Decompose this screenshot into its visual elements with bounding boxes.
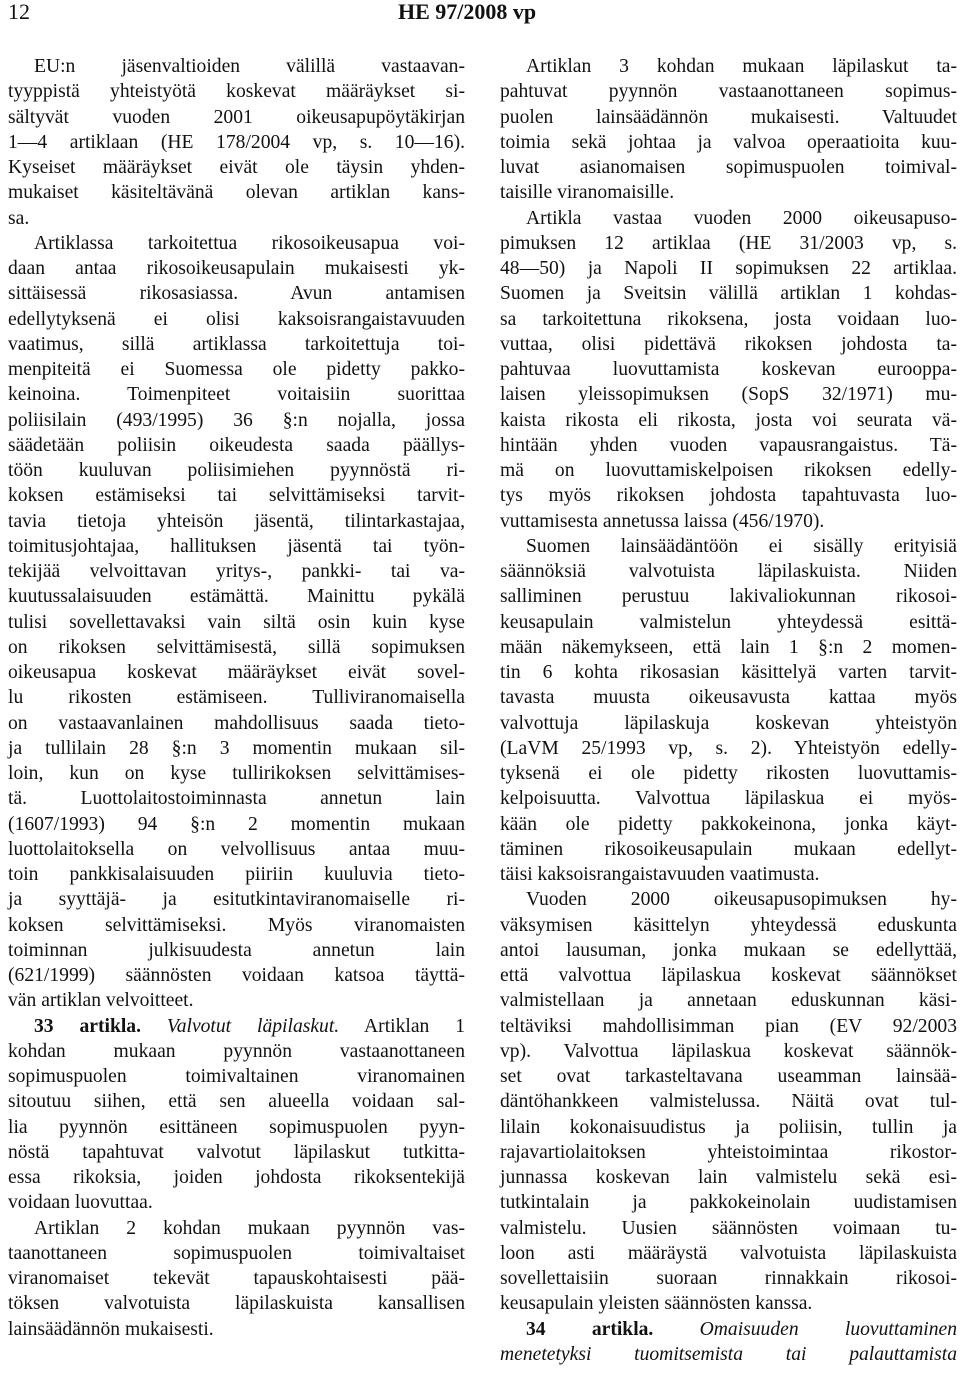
text-line: tä. Luottolaitostoiminnasta annetun lain xyxy=(8,788,465,810)
text-line: sältyvät vuoden 2001 oikeusapupöytäkirjan xyxy=(8,106,465,128)
text-line: lu rikosten estämiseen. Tulliviranomaisella xyxy=(8,687,465,709)
text-line: Kyseiset määräykset eivät ole täysin yhden- xyxy=(8,157,465,178)
text-line: sa. xyxy=(8,207,30,229)
article-number: 34 artikla. xyxy=(526,1318,654,1340)
text-line: puolen lainsäädännön mukaisesti. Valtuudet xyxy=(500,106,957,128)
text-line: mään näkemykseen, että lain 1 §:n 2 momen- xyxy=(500,636,957,658)
text-line: teltäviksi mahdollisimman pian (EV 92/2003 xyxy=(500,1015,957,1037)
text-line: koksen selvittämiseksi. Myös viranomaisten xyxy=(8,914,465,936)
text-line: kelpoisuutta. Valvottua läpilaskua ei myös- xyxy=(500,788,957,810)
text-line: menpiteitä ei Suomessa ole pidetty pakko- xyxy=(8,359,465,380)
text-line: hintään yhden vuoden vapausrangaistus. Tä- xyxy=(500,434,957,456)
text-line: voidaan luovuttaa. xyxy=(8,1192,153,1214)
text-line: että valvottua läpilaskua koskevat säännökset xyxy=(500,965,957,986)
text-line: sittäisessä rikosasiassa. Avun antamisen xyxy=(8,283,465,305)
text-line: pimuksen 12 artiklaa (HE 31/2003 vp, s. xyxy=(500,232,957,254)
text-line: lainsäädännön mukaisesti. xyxy=(8,1318,214,1340)
text-line xyxy=(8,1014,465,1039)
article-title: Omaisuuden luovuttaminen xyxy=(699,1318,957,1340)
text-line: tyyppistä yhteistyötä koskevat määräykset si- xyxy=(8,81,465,103)
text-line: taisille viranomaisille. xyxy=(500,182,675,204)
text-line: vuttaa, olisi pidettävä rikoksen johdosta ta- xyxy=(500,333,957,355)
left-text-column xyxy=(8,54,465,1342)
text-line: koksen estämiseksi tai selvittämiseksi tarvit- xyxy=(8,485,465,507)
text-line: loin, kun on kyse tullirikoksen selvittämises- xyxy=(8,763,465,784)
text-line: sa tarkoitettuna rikoksena, josta voidaan luo- xyxy=(500,308,957,330)
text-line: (LaVM 25/1993 vp, s. 2). Yhteistyön edelly- xyxy=(500,737,957,759)
text-line: Vuoden 2000 oikeusapusopimuksen hy- xyxy=(526,889,957,911)
text-line: tin 6 kohta rikosasian käsittelyä varten tarvit- xyxy=(500,662,957,683)
article-title: Valvotut läpilaskut. xyxy=(166,1015,340,1037)
text-line: laisen yleissopimuksen (SopS 32/1971) mu- xyxy=(500,384,957,406)
text-line: set ovat tarkasteltavana useamman lainsää- xyxy=(500,1066,957,1087)
text-line: pahtuvaa luovuttamista koskevan eurooppa- xyxy=(500,359,957,380)
text-line: antoi lausuman, jonka mukaan se edellyttää, xyxy=(500,939,957,961)
text-line: vän artiklan velvoitteet. xyxy=(8,990,194,1012)
text-line: Artiklassa tarkoitettua rikosoikeusapua voi- xyxy=(34,232,465,254)
text-line: poliisilain (493/1995) 36 §:n nojalla, jossa xyxy=(8,409,465,431)
text-line: toin pankkisalaisuuden piiriin kuuluvia tieto- xyxy=(8,864,465,885)
text-run xyxy=(141,1016,167,1037)
text-line: töksen valvotuista läpilaskuista kansallisen xyxy=(8,1293,465,1315)
text-line: luottolaitoksella on velvollisuus antaa muu- xyxy=(8,838,465,860)
text-line: mukaiset käsiteltävänä olevan artiklan kans- xyxy=(8,182,465,204)
text-line: tys myös rikoksen johdosta tapahtuvasta luo- xyxy=(500,485,957,507)
text-line: Suomen ja Sveitsin välillä artiklan 1 kohdas- xyxy=(500,283,957,305)
text-line: ja syyttäjä- ja esitutkintaviranomaiselle ri- xyxy=(8,889,465,911)
text-line: sitoutuu siihen, että sen alueella voidaan sal- xyxy=(8,1091,465,1113)
page-header xyxy=(0,0,960,30)
text-line: tavia tietoja yhteisön jäsentä, tilintarkastajaa, xyxy=(8,510,465,532)
text-line xyxy=(500,1317,957,1342)
text-line: luvat asianomaisen sopimuspuolen toimival- xyxy=(500,157,957,178)
text-line: on vastaavanlainen mahdollisuus saada tieto- xyxy=(8,712,465,734)
text-line: kuutussalaisuuden estämättä. Mainittu pykälä xyxy=(8,586,465,608)
text-line: 1—4 artiklaan (HE 178/2004 vp, s. 10—16). xyxy=(8,131,465,153)
text-line: (621/1999) säännösten voidaan katsoa täyttä- xyxy=(8,965,465,986)
text-line: tutkintalain ja pakkokeinolain uudistamisen xyxy=(500,1192,957,1214)
text-line: Suomen lainsäädäntöön ei sisälly erityisiä xyxy=(526,535,957,557)
text-line: daan antaa rikosoikeusapulain mukaisesti yk- xyxy=(8,258,465,279)
text-line: salliminen perustuu lakivaliokunnan rikosoi- xyxy=(500,586,957,608)
text-line: taanottaneen sopimuspuolen toimivaltaiset xyxy=(8,1242,465,1264)
text-line: kään ole pidetty pakkokeinona, jonka käyt- xyxy=(500,813,957,835)
text-line: lilain kokonaisuudistus ja poliisin, tullin ja xyxy=(500,1116,957,1138)
text-line: rajavartiolaitoksen yhteistoimintaa rikostor- xyxy=(500,1141,957,1163)
text-line: mä on luovuttamiskelpoisen rikoksen edelly- xyxy=(500,460,957,481)
text-line: tavasta muusta oikeusavusta kattaa myös xyxy=(500,687,957,709)
text-line: Artikla vastaa vuoden 2000 oikeusapuso- xyxy=(526,207,957,229)
text-line: ja tullilain 28 §:n 3 momentin mukaan sil- xyxy=(8,737,465,759)
text-line: tulisi sovellettavaksi vain siltä osin kuin kyse xyxy=(8,611,465,633)
text-line: loon asti määräystä valvotuista läpilaskuista xyxy=(500,1242,957,1264)
text-line: täminen rikosoikeusapulain mukaan edellyt- xyxy=(500,838,957,860)
text-line: edellytyksenä ei olisi kaksoisrangaistavuuden xyxy=(8,308,465,330)
text-line: Artiklan 3 kohdan mukaan läpilaskut ta- xyxy=(526,56,957,77)
text-line: viranomaiset tekevät tapauskohtaisesti pää- xyxy=(8,1268,465,1289)
text-line: tyksenä ei ole pidetty rikosten luovuttamis- xyxy=(500,763,957,784)
article-title: menetetyksi tuomitsemista tai palauttamista xyxy=(500,1343,957,1365)
text-line: (1607/1993) 94 §:n 2 momentin mukaan xyxy=(8,813,465,835)
text-line: däntöhankkeen valmistelussa. Näitä ovat tul- xyxy=(500,1091,957,1113)
text-line: oikeusapua koskevat määräykset eivät sovel- xyxy=(8,662,465,683)
text-line: valvottuja läpilaskuja koskevan yhteistyön xyxy=(500,712,957,734)
text-line: keinoina. Toimenpiteet voitaisiin suorittaa xyxy=(8,384,465,406)
text-line: säännöksiä valvotuista läpilaskuista. Niiden xyxy=(500,561,957,582)
text-line: vuttamisesta annetussa laissa (456/1970). xyxy=(500,510,825,532)
text-line: töön kuuluvan poliisimiehen pyynnöstä ri- xyxy=(8,460,465,481)
text-line: toimitusjohtajaa, hallituksen jäsentä tai työn- xyxy=(8,535,465,557)
text-line: lia pyynnön esittäneen sopimuspuolen pyyn- xyxy=(8,1116,465,1138)
text-line: täisi kaksoisrangaistavuuden vaatimusta. xyxy=(500,864,820,885)
text-line: keusapulain yleisten säännösten kanssa. xyxy=(500,1293,813,1315)
text-line: sopimuspuolen toimivaltainen viranomainen xyxy=(8,1066,465,1087)
text-line: vp). Valvottua läpilaskua koskevat säännök- xyxy=(500,1040,957,1062)
text-line: vaatimus, sillä artiklassa tarkoitettuja toi- xyxy=(8,333,465,355)
text-line: 48—50) ja Napoli II sopimuksen 22 artiklaa. xyxy=(500,258,957,279)
text-line xyxy=(500,1342,957,1367)
text-line: on rikoksen selvittämisestä, sillä sopimuksen xyxy=(8,636,465,658)
text-line: säädetään poliisin oikeudesta saada päällys- xyxy=(8,434,465,456)
document-id: HE 97/2008 vp xyxy=(398,0,537,24)
text-line: junnassa koskevan lain valmistelu sekä esi- xyxy=(500,1167,957,1188)
text-line: toimia sekä johtaa ja valvoa operaatioita kuu- xyxy=(500,131,957,153)
text-line: pahtuvat pyynnön vastaanottaneen sopimus- xyxy=(500,81,957,103)
text-line: kaista rikosta eli rikosta, josta voi seurata vä- xyxy=(500,409,957,431)
text-line: keusapulain valmistelun yhteydessä esittä- xyxy=(500,611,957,633)
text-line: valmistelu. Uusien säännösten voimaan tu- xyxy=(500,1217,957,1239)
text-line: EU:n jäsenvaltioiden välillä vastaavan- xyxy=(34,56,465,77)
text-line: valmistellaan ja annetaan eduskunnan käsi- xyxy=(500,990,957,1012)
text-line: nöstä tapahtuvat valvotut läpilaskut tutkitta- xyxy=(8,1141,465,1163)
text-line: essa rikoksia, joiden johdosta rikoksentekijä xyxy=(8,1167,465,1188)
text-run xyxy=(653,1319,699,1340)
article-number: 33 artikla. xyxy=(34,1015,141,1037)
page-number: 12 xyxy=(8,0,30,24)
text-line: Artiklan 2 kohdan mukaan pyynnön vas- xyxy=(34,1217,465,1239)
text-line: väksymisen käsittelyn yhteydessä eduskunta xyxy=(500,914,957,936)
text-line: tekijää velvoittavan yritys-, pankki- tai va- xyxy=(8,561,465,582)
text-line: sovellettaisiin suoraan rinnakkain rikosoi- xyxy=(500,1268,957,1289)
right-text-column xyxy=(500,54,957,1367)
text-run: Artiklan 1 xyxy=(339,1015,466,1037)
text-line: kohdan mukaan pyynnön vastaanottaneen xyxy=(8,1040,465,1062)
text-line: toiminnan julkisuudesta annetun lain xyxy=(8,939,465,961)
